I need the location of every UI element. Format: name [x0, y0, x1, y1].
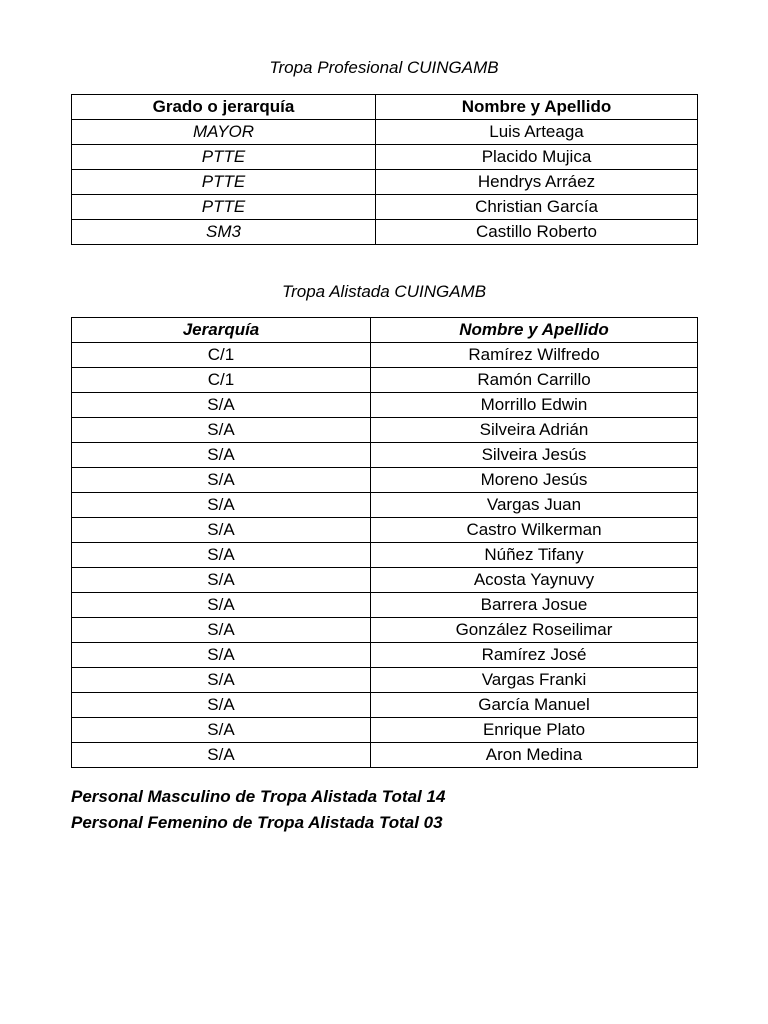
table-header-row — [72, 95, 698, 120]
name-cell: Ramírez Wilfredo — [371, 343, 698, 368]
table-row — [72, 518, 698, 543]
name-cell: García Manuel — [371, 693, 698, 718]
column-header-name: Nombre y Apellido — [371, 318, 698, 343]
rank-cell: S/A — [72, 568, 371, 593]
name-cell: Núñez Tifany — [371, 543, 698, 568]
table-header-row — [72, 318, 698, 343]
name-cell: Aron Medina — [371, 743, 698, 768]
column-header-rank: Jerarquía — [72, 318, 371, 343]
name-cell: Silveira Adrián — [371, 418, 698, 443]
professional-troop-table — [71, 94, 698, 245]
rank-cell: S/A — [72, 518, 371, 543]
column-header-rank: Grado o jerarquía — [72, 95, 376, 120]
table-row — [72, 120, 698, 145]
table-row — [72, 543, 698, 568]
name-cell: Luis Arteaga — [376, 120, 698, 145]
rank-cell: C/1 — [72, 343, 371, 368]
table-row — [72, 443, 698, 468]
name-cell: Ramírez José — [371, 643, 698, 668]
table-row — [72, 393, 698, 418]
name-cell: Enrique Plato — [371, 718, 698, 743]
enlisted-troop-title: Tropa Alistada CUINGAMB — [281, 282, 487, 301]
name-cell: Silveira Jesús — [371, 443, 698, 468]
name-cell: Castro Wilkerman — [371, 518, 698, 543]
table-row — [72, 418, 698, 443]
rank-cell: PTTE — [72, 170, 376, 195]
rank-cell: S/A — [72, 543, 371, 568]
name-cell: Morrillo Edwin — [371, 393, 698, 418]
name-cell: Barrera Josue — [371, 593, 698, 618]
enlisted-troop-table — [71, 317, 698, 768]
rank-cell: S/A — [72, 718, 371, 743]
rank-cell: PTTE — [72, 195, 376, 220]
summary-male-total: Personal Masculino de Tropa Alistada Total 14 — [71, 787, 446, 806]
rank-cell: S/A — [72, 693, 371, 718]
table-row — [72, 493, 698, 518]
column-header-name: Nombre y Apellido — [376, 95, 698, 120]
table-row — [72, 618, 698, 643]
rank-cell: S/A — [72, 393, 371, 418]
table-row — [72, 220, 698, 245]
name-cell: Vargas Franki — [371, 668, 698, 693]
table-row — [72, 468, 698, 493]
name-cell: González Roseilimar — [371, 618, 698, 643]
rank-cell: S/A — [72, 493, 371, 518]
table-row — [72, 743, 698, 768]
table-row — [72, 368, 698, 393]
table-row — [72, 170, 698, 195]
rank-cell: MAYOR — [72, 120, 376, 145]
table-row — [72, 195, 698, 220]
name-cell: Castillo Roberto — [376, 220, 698, 245]
table-row — [72, 693, 698, 718]
summary-female-total: Personal Femenino de Tropa Alistada Total 03 — [71, 813, 443, 832]
name-cell: Hendrys Arráez — [376, 170, 698, 195]
rank-cell: S/A — [72, 743, 371, 768]
rank-cell: C/1 — [72, 368, 371, 393]
rank-cell: SM3 — [72, 220, 376, 245]
table-row — [72, 668, 698, 693]
name-cell: Moreno Jesús — [371, 468, 698, 493]
rank-cell: S/A — [72, 443, 371, 468]
rank-cell: S/A — [72, 618, 371, 643]
table-row — [72, 568, 698, 593]
table-row — [72, 343, 698, 368]
table-row — [72, 593, 698, 618]
name-cell: Christian García — [376, 195, 698, 220]
table-row — [72, 718, 698, 743]
rank-cell: S/A — [72, 668, 371, 693]
rank-cell: S/A — [72, 468, 371, 493]
table-row — [72, 643, 698, 668]
rank-cell: PTTE — [72, 145, 376, 170]
rank-cell: S/A — [72, 643, 371, 668]
name-cell: Ramón Carrillo — [371, 368, 698, 393]
rank-cell: S/A — [72, 593, 371, 618]
name-cell: Placido Mujica — [376, 145, 698, 170]
name-cell: Acosta Yaynuvy — [371, 568, 698, 593]
professional-troop-title: Tropa Profesional CUINGAMB — [269, 58, 499, 77]
table-row — [72, 145, 698, 170]
name-cell: Vargas Juan — [371, 493, 698, 518]
rank-cell: S/A — [72, 418, 371, 443]
